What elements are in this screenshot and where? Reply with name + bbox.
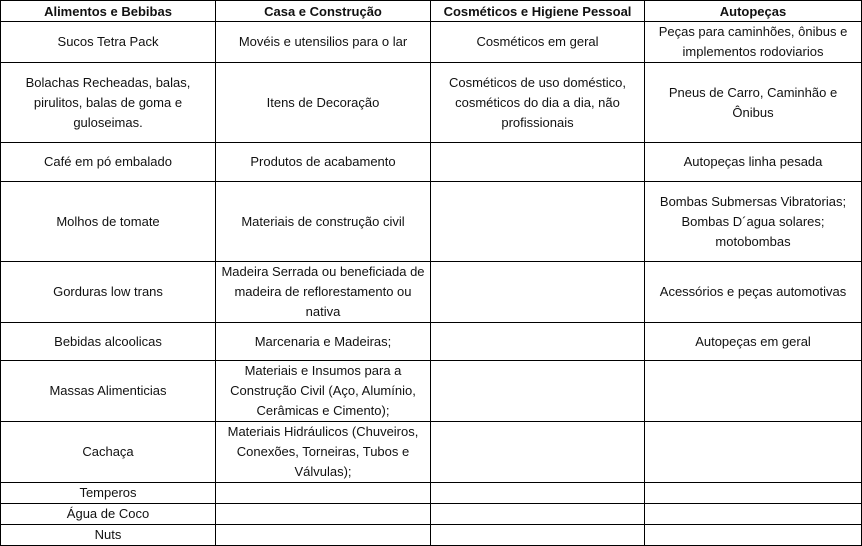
table-cell: Cosméticos em geral bbox=[431, 22, 645, 63]
table-cell bbox=[431, 483, 645, 504]
table-cell: Produtos de acabamento bbox=[216, 143, 431, 182]
table-cell: Peças para caminhões, ônibus e implementos rodoviarios bbox=[645, 22, 862, 63]
table-cell: Nuts bbox=[1, 525, 216, 546]
table-cell bbox=[431, 182, 645, 262]
table-cell: Autopeças linha pesada bbox=[645, 143, 862, 182]
table-cell: Autopeças em geral bbox=[645, 323, 862, 361]
header-row bbox=[1, 1, 862, 22]
table-cell: Bombas Submersas Vibratorias; Bombas D´agua solares; motobombas bbox=[645, 182, 862, 262]
table-cell: Pneus de Carro, Caminhão e Ônibus bbox=[645, 63, 862, 143]
table-cell: Cachaça bbox=[1, 422, 216, 483]
table-cell: Materiais e Insumos para a Construção Civil (Aço, Alumínio, Cerâmicas e Cimento); bbox=[216, 361, 431, 422]
table-cell bbox=[645, 504, 862, 525]
table-row bbox=[1, 182, 862, 262]
table-cell bbox=[645, 525, 862, 546]
header-cell-cosmeticos: Cosméticos e Higiene Pessoal bbox=[431, 1, 645, 22]
table-cell: Molhos de tomate bbox=[1, 182, 216, 262]
table-row bbox=[1, 262, 862, 323]
table-cell bbox=[431, 422, 645, 483]
table-cell: Itens de Decoração bbox=[216, 63, 431, 143]
table-cell: Bolachas Recheadas, balas, pirulitos, balas de goma e guloseimas. bbox=[1, 63, 216, 143]
table-cell bbox=[431, 323, 645, 361]
table-cell: Café em pó embalado bbox=[1, 143, 216, 182]
table-cell bbox=[645, 361, 862, 422]
header-cell-alimentos: Alimentos e Bebibas bbox=[1, 1, 216, 22]
table-cell: Sucos Tetra Pack bbox=[1, 22, 216, 63]
table-cell: Movéis e utensilios para o lar bbox=[216, 22, 431, 63]
table-cell: Bebidas alcoolicas bbox=[1, 323, 216, 361]
table-cell bbox=[431, 262, 645, 323]
table-cell bbox=[431, 143, 645, 182]
table-cell: Massas Alimenticias bbox=[1, 361, 216, 422]
table-cell bbox=[431, 361, 645, 422]
table-row bbox=[1, 422, 862, 483]
table-row bbox=[1, 525, 862, 546]
table-cell: Cosméticos de uso doméstico, cosméticos do dia a dia, não profissionais bbox=[431, 63, 645, 143]
table-row bbox=[1, 22, 862, 63]
table-cell bbox=[216, 504, 431, 525]
table-row bbox=[1, 504, 862, 525]
table-cell bbox=[431, 525, 645, 546]
table-cell bbox=[216, 525, 431, 546]
table-cell bbox=[645, 422, 862, 483]
table-row bbox=[1, 323, 862, 361]
table-cell: Marcenaria e Madeiras; bbox=[216, 323, 431, 361]
table-row bbox=[1, 361, 862, 422]
table-cell: Água de Coco bbox=[1, 504, 216, 525]
table-row bbox=[1, 63, 862, 143]
table-row bbox=[1, 143, 862, 182]
table-cell: Materiais de construção civil bbox=[216, 182, 431, 262]
table-cell: Temperos bbox=[1, 483, 216, 504]
table-cell: Materiais Hidráulicos (Chuveiros, Conexões, Torneiras, Tubos e Válvulas); bbox=[216, 422, 431, 483]
table-cell bbox=[216, 483, 431, 504]
table-cell: Madeira Serrada ou beneficiada de madeira de reflorestamento ou nativa bbox=[216, 262, 431, 323]
header-cell-autopecas: Autopeças bbox=[645, 1, 862, 22]
header-cell-casa: Casa e Construção bbox=[216, 1, 431, 22]
table-cell: Acessórios e peças automotivas bbox=[645, 262, 862, 323]
table-cell: Gorduras low trans bbox=[1, 262, 216, 323]
table-cell bbox=[645, 483, 862, 504]
table-row bbox=[1, 483, 862, 504]
table-cell bbox=[431, 504, 645, 525]
